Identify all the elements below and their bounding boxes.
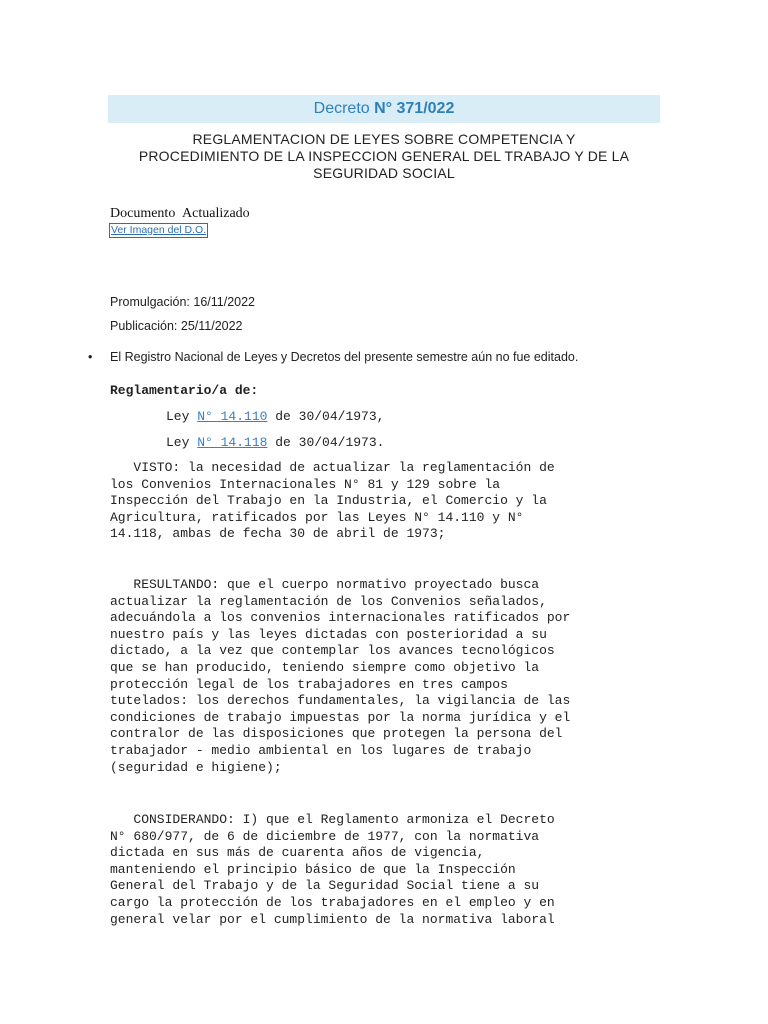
- subtitle-line: PROCEDIMIENTO DE LA INSPECCION GENERAL DEL TRABAJO Y DE LA: [138, 148, 630, 164]
- decree-number: N° 371/022: [374, 100, 455, 117]
- visto-paragraph: VISTO: la necesidad de actualizar la reglamentación de los Convenios Internacionales N° 81 y 129 sobre la Inspección del Trabajo en la Industria, el Comercio y la Agricultura, ratificados por las Leyes N° 14.110 y N° 14.118, ambas de fecha 30 de abril de 1973;: [110, 460, 555, 542]
- law-reference: Ley N° 14.110 de 30/04/1973,: [166, 409, 385, 424]
- publication-date: Publicación: 25/11/2022: [110, 319, 243, 333]
- notice-text: El Registro Nacional de Leyes y Decretos del presente semestre aún no fue editado.: [110, 350, 579, 364]
- subtitle-line: REGLAMENTACION DE LEYES SOBRE COMPETENCIA Y: [192, 131, 576, 147]
- law-link[interactable]: N° 14.110: [197, 409, 268, 424]
- view-image-link[interactable]: Ver Imagen del D.O.: [111, 224, 207, 236]
- decree-title: Decreto N° 371/022: [313, 100, 455, 117]
- law-link[interactable]: N° 14.118: [197, 435, 268, 450]
- decree-title-bar: [108, 95, 660, 123]
- decree-subtitle: [108, 131, 660, 182]
- resultando-paragraph: RESULTANDO: que el cuerpo normativo proyectado busca actualizar la reglamentación de los Convenios señalados, adecuándola a los convenios internacionales ratificados por nuestro país y las leyes dictadas con posterioridad a su dictado, a la vez que contemplar los avances tecnológicos que se han producido, teniendo siempre como objetivo la protección legal de los trabajadores en tres campos tutelados: los derechos fundamentales, la vigilancia de las condiciones de trabajo impuestas por la norma jurídica y el contralor de las disposiciones que protegen la persona del trabajador - medio ambiental en los lugares de trabajo (seguridad e higiene);: [110, 577, 571, 775]
- considerando-paragraph: CONSIDERANDO: I) que el Reglamento armoniza el Decreto N° 680/977, de 6 de diciembre de 1977, con la normativa dictada en sus más de cuarenta años de vigencia, manteniendo el principio básico de que la Inspección General del Trabajo y de la Seguridad Social tiene a su cargo la protección de los trabajadores en el empleo y en general velar por el cumplimiento de la normativa laboral: [110, 812, 555, 927]
- regulatory-heading: Reglamentario/a de:: [110, 383, 259, 398]
- law-reference: Ley N° 14.118 de 30/04/1973.: [166, 435, 385, 450]
- promulgation-date: Promulgación: 16/11/2022: [110, 295, 256, 309]
- bullet-icon: •: [88, 350, 93, 364]
- document-status: Documento Actualizado: [110, 206, 250, 221]
- registry-notice: [88, 350, 578, 364]
- subtitle-line: SEGURIDAD SOCIAL: [313, 165, 455, 181]
